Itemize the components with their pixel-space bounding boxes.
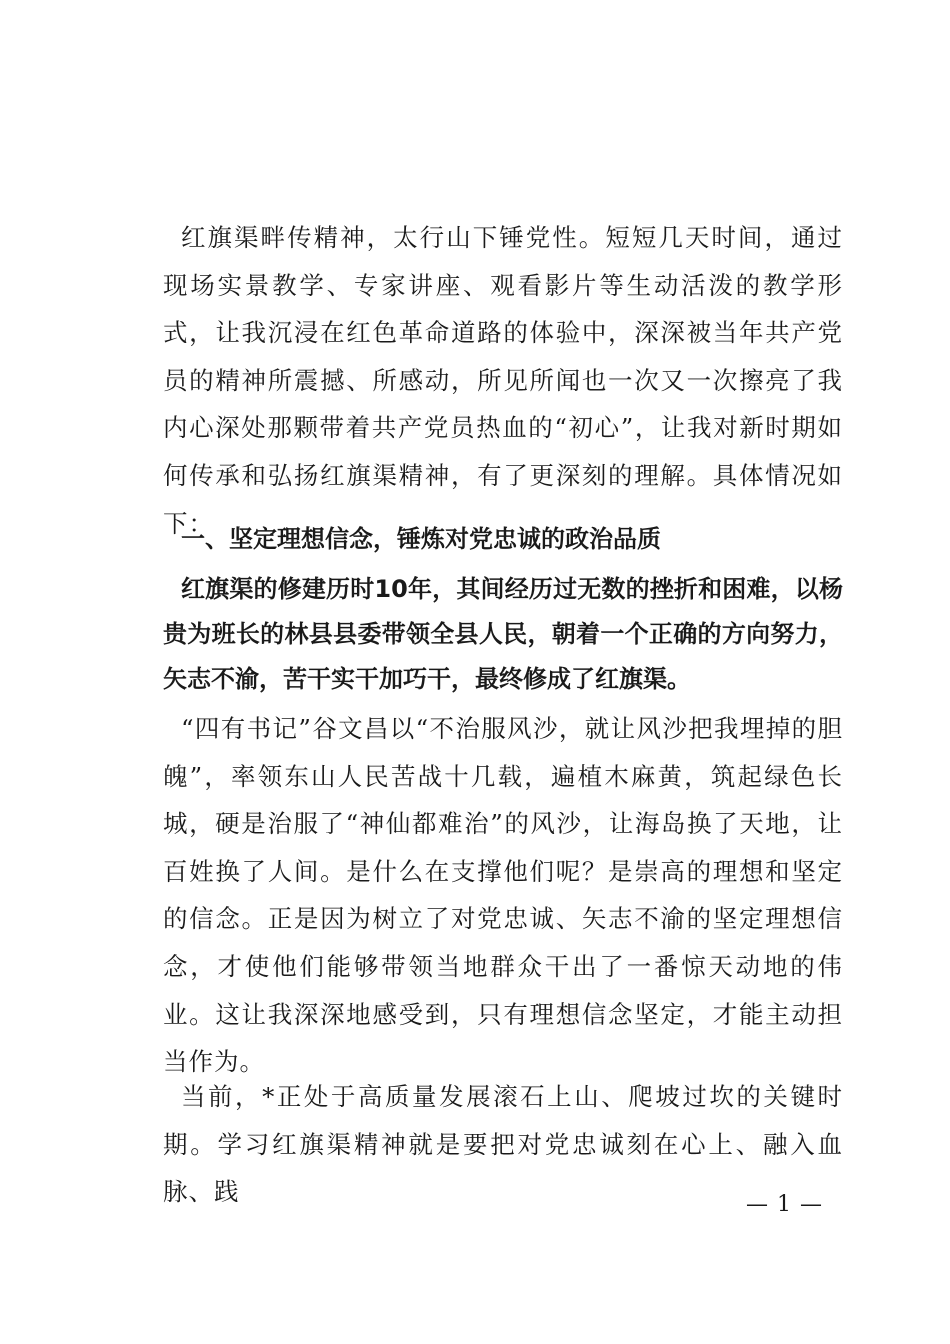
body-paragraph-continued: 当前，*正处于高质量发展滚石上山、爬坡过坎的关键时期。学习红旗渠精神就是要把对党忠诚刻在心上、融入血脉、践: [163, 1082, 843, 1207]
page-number: — 1 —: [746, 1192, 823, 1217]
section-heading: 一、坚定理想信念，锤炼对党忠诚的政治品质: [181, 525, 661, 553]
body-paragraph: “四有书记”谷文昌以“不治服风沙，就让风沙把我埋掉的胆魄”，率领东山人民苦战十几载，遍植木麻黄，筑起绿色长城，硬是治服了“神仙都难治”的风沙，让海岛换了天地，让百姓换了人间。是什么在支撑他们呢？是崇高的理想和坚定的信念。正是因为树立了对党忠诚、矢志不渝的坚定理想信念，才使他们能够带领当地群众干出了一番惊天动地的伟业。这让我深深地感受到，只有理想信念坚定，才能主动担当作为。: [163, 714, 843, 1077]
intro-paragraph: 红旗渠畔传精神，太行山下锤党性。短短几天时间，通过现场实景教学、专家讲座、观看影片等生动活泼的教学形式，让我沉浸在红色革命道路的体验中，深深被当年共产党员的精神所震撼、所感动，所见所闻也一次又一次擦亮了我内心深处那颗带着共产党员热血的“初心”，让我对新时期如何传承和弘扬红旗渠精神，有了更深刻的理解。具体情况如下：: [163, 223, 843, 538]
bold-paragraph: 红旗渠的修建历时10年，其间经历过无数的挫折和困难，以杨贵为班长的林县县委带领全县人民，朝着一个正确的方向努力，矢志不渝，苦干实干加巧干，最终修成了红旗渠。: [163, 575, 843, 693]
